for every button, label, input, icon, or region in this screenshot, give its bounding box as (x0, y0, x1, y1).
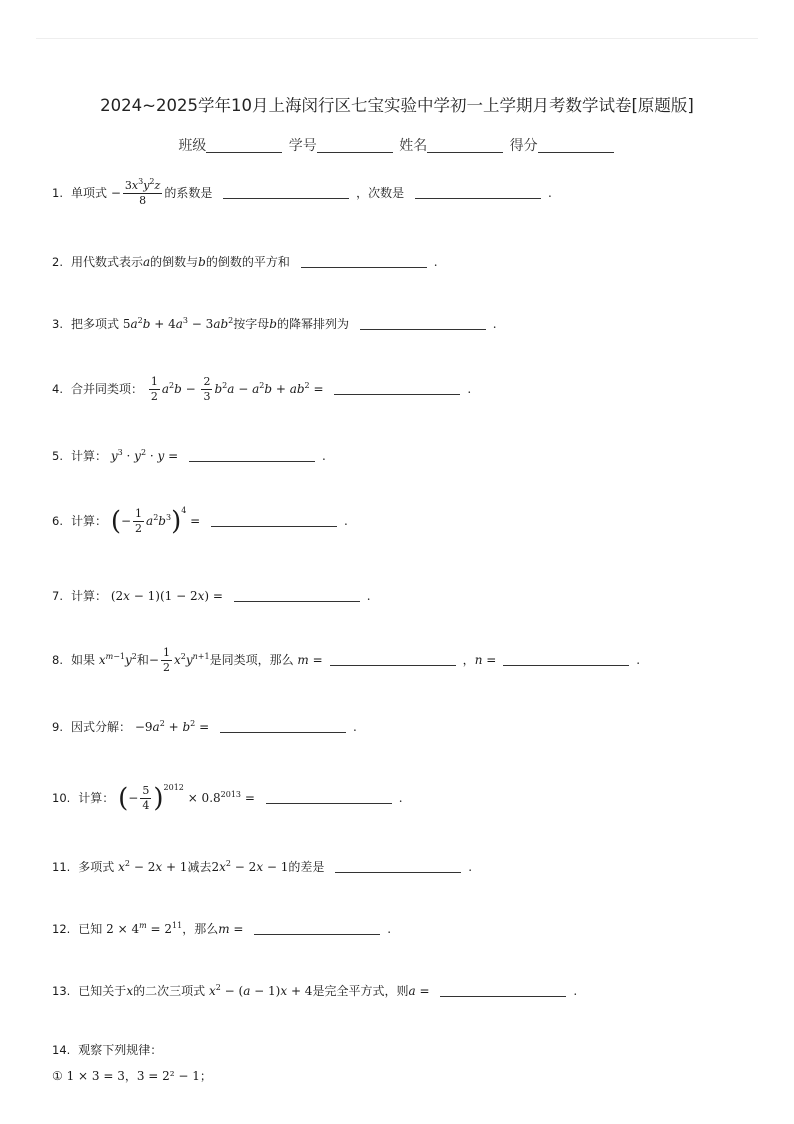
name-label: 姓名 (399, 138, 428, 154)
answer-blank[interactable] (301, 255, 427, 268)
name-blank[interactable] (427, 138, 503, 153)
score-label: 得分 (509, 138, 538, 154)
answer-blank[interactable] (220, 720, 346, 733)
question-11: 11. 多项式 $x^2 - 2x + 1$减去$2x^2 - 2x - 1$的差是 . (52, 859, 473, 874)
answer-blank[interactable] (266, 791, 392, 804)
question-14: 14. 观察下列规律： (52, 1043, 163, 1057)
q3-math: $5a^2b + 4a^3 - 3ab^2$ (122, 316, 234, 331)
q12-math: $2 \times 4^m = 2^{11}$ (106, 921, 183, 936)
question-5: 5. 计算： $y^3 \cdot y^2 \cdot y$ = . (52, 448, 326, 463)
class-label: 班级 (178, 138, 207, 154)
student-info-line (0, 135, 794, 155)
q7-math: (2x − 1)(1 − 2x) = (110, 589, 223, 603)
page-title: 2024~2025学年10月上海闵行区七宝实验中学初一上学期月考数学试卷[原题版] (100, 96, 694, 115)
score-blank[interactable] (538, 138, 614, 153)
answer-blank[interactable] (254, 922, 380, 935)
question-7: 7. 计算： (2x − 1)(1 − 2x) = . (52, 589, 371, 603)
answer-blank[interactable] (415, 186, 541, 199)
question-8: 8. 如果 $x^{m-1}y^2$和− $\frac{1}{2}$ $x^2y^{n+1}$是同类项，那么 m = ，n = . (52, 646, 641, 675)
q5-math: $y^3 \cdot y^2 \cdot y$ = (110, 448, 179, 463)
question-12: 12. 已知 $2 \times 4^m = 2^{11}$，那么m = . (52, 921, 392, 936)
q8-math: $x^{m-1}y^2$ (98, 652, 137, 668)
answer-blank[interactable] (335, 860, 461, 873)
class-blank[interactable] (206, 138, 282, 153)
q8-math-2: − $\frac{1}{2}$ $x^2y^{n+1}$ (148, 646, 210, 675)
rule-line-1: ① 1 × 3 = 3，3 = 2² − 1； (52, 1069, 212, 1083)
answer-blank[interactable] (360, 317, 486, 330)
q9-math: $-9a^2 + b^2$ = (134, 719, 210, 734)
q13-math: $x^2 - (a - 1)x + 4$ (208, 983, 313, 998)
question-10: 10. 计算： (− $\frac{5}{4}$ )$^{2012} \times 0.8^{2013}$ = . (52, 783, 403, 814)
q4-math: $\frac{1}{2}$ $a^2b$ − $\frac{2}{3}$ $b^2a - a^2b + ab^2$ = (150, 375, 324, 404)
answer-blank[interactable] (334, 382, 460, 395)
question-9: 9. 因式分解： $-9a^2 + b^2$ = . (52, 719, 357, 734)
question-6: 6. 计算： (− $\frac{1}{2}$ $a^2b^3)^4$ = . (52, 506, 348, 537)
answer-blank[interactable] (234, 589, 360, 602)
answer-blank[interactable] (330, 653, 456, 666)
answer-blank[interactable] (503, 653, 629, 666)
question-3: 3. 把多项式 $5a^2b + 4a^3 - 3ab^2$按字母b的降幂排列为 . (52, 316, 497, 331)
id-blank[interactable] (317, 138, 393, 153)
question-1: 1. 单项式 − $\frac{3x^3y^2z}{8}$ 的系数是 ，次数是 . (52, 177, 552, 208)
answer-blank[interactable] (223, 186, 349, 199)
answer-blank[interactable] (211, 514, 337, 527)
top-divider (36, 38, 758, 39)
answer-blank[interactable] (440, 984, 566, 997)
q11-math-2: $2x^2 - 2x - 1$ (211, 859, 289, 874)
id-label: 学号 (288, 138, 317, 154)
q11-math: $x^2 - 2x + 1$ (118, 859, 188, 874)
question-2: 2. 用代数式表示a的倒数与b的倒数的平方和 . (52, 255, 438, 269)
question-13: 13. 已知关于x的二次三项式 $x^2 - (a - 1)x + 4$是完全平方式，则a = . (52, 983, 578, 998)
question-4: 4. 合并同类项： $\frac{1}{2}$ $a^2b$ − $\frac{2}{3}$ $b^2a - a^2b + ab^2$ = . (52, 375, 472, 404)
q6-math: (− $\frac{1}{2}$ $a^2b^3)^4$ = (110, 506, 201, 537)
q10-math: (− $\frac{5}{4}$ )$^{2012} \times 0.8^{2013}$ = (118, 783, 255, 814)
answer-blank[interactable] (189, 449, 315, 462)
q1-math: − $\frac{3x^3y^2z}{8}$ (110, 177, 161, 208)
